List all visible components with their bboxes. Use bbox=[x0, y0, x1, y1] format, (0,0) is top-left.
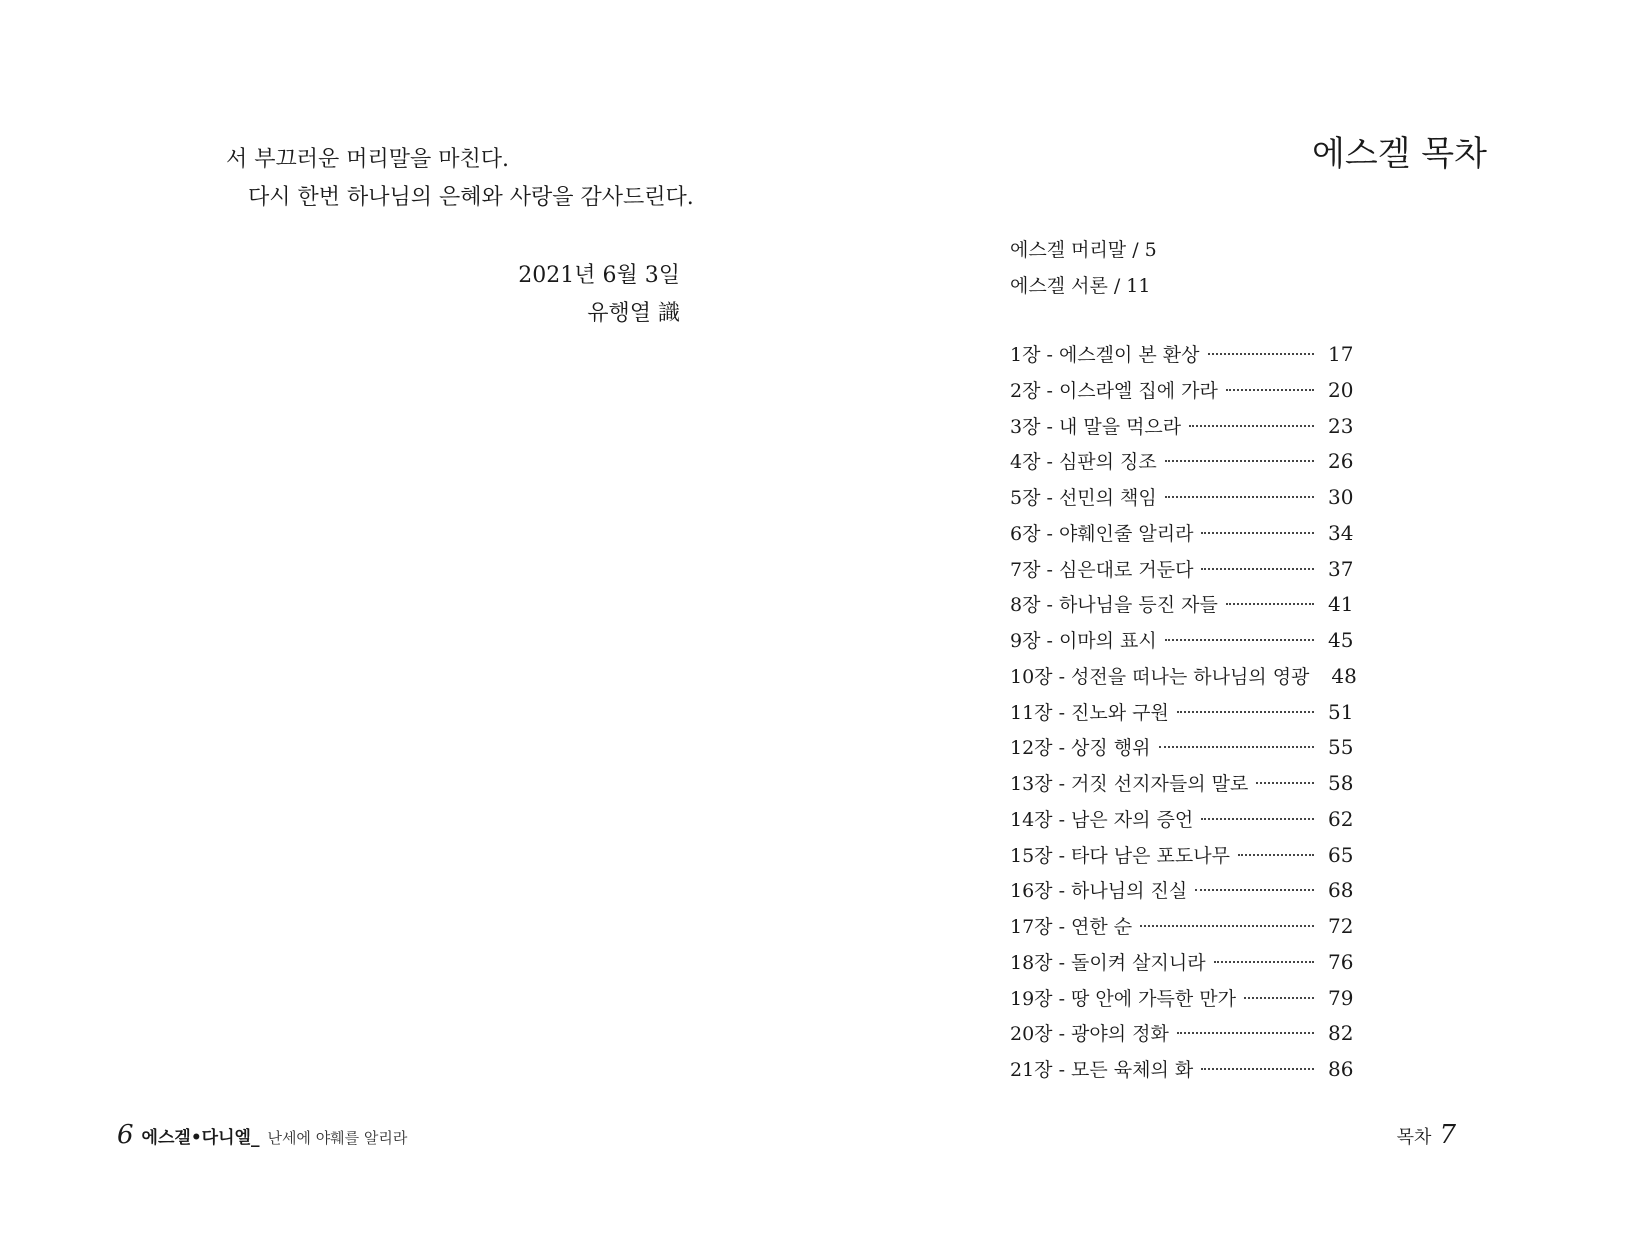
front-matter-item: 에스겔 머리말 / 5 bbox=[1010, 239, 1157, 261]
toc-dot-leader bbox=[1244, 997, 1314, 999]
toc-entry-page: 72 bbox=[1328, 914, 1354, 938]
toc-entry bbox=[1010, 841, 1360, 877]
toc-entry-label: 21장 - 모든 육체의 화 bbox=[1010, 1059, 1194, 1081]
toc-entry-page: 30 bbox=[1328, 485, 1354, 509]
toc-entry-label: 12장 - 상징 행위 bbox=[1010, 737, 1151, 760]
toc-dot-leader bbox=[1201, 568, 1314, 570]
toc-entry bbox=[1010, 1019, 1360, 1055]
toc-entry bbox=[1010, 1055, 1360, 1091]
toc-title: 에스겔 목차 bbox=[1311, 134, 1487, 174]
toc-entry-page: 79 bbox=[1328, 985, 1354, 1010]
toc-entry-page: 37 bbox=[1328, 556, 1354, 581]
toc-entry-page: 17 bbox=[1328, 342, 1354, 366]
toc-entry bbox=[1010, 447, 1360, 483]
front-matter-list bbox=[1010, 232, 1157, 304]
toc-entry bbox=[1010, 626, 1360, 662]
toc-entry-page: 20 bbox=[1328, 377, 1354, 402]
toc-entry-label: 5장 - 선민의 책임 bbox=[1010, 487, 1157, 509]
toc-entry bbox=[1010, 590, 1360, 626]
toc-entry bbox=[1010, 769, 1360, 805]
toc-entry bbox=[1010, 948, 1360, 984]
toc-entry-label: 18장 - 돌이켜 살지니라 bbox=[1010, 951, 1206, 974]
toc-entry-page: 82 bbox=[1328, 1021, 1354, 1046]
toc-entry-label: 8장 - 하나님을 등진 자들 bbox=[1010, 594, 1218, 617]
toc-entry bbox=[1010, 984, 1360, 1020]
toc-dot-leader bbox=[1165, 496, 1314, 498]
toc-dot-leader bbox=[1195, 889, 1314, 891]
left-page-number: 6 bbox=[117, 1120, 134, 1150]
right-page-number: 7 bbox=[1439, 1120, 1456, 1150]
toc-dot-leader bbox=[1256, 782, 1314, 784]
toc-entry bbox=[1010, 805, 1360, 841]
toc-entry-page: 62 bbox=[1328, 806, 1354, 831]
left-page-footer bbox=[117, 1120, 407, 1150]
toc-entry-label: 6장 - 야훼인줄 알리라 bbox=[1010, 522, 1194, 545]
toc-entry-label: 7장 - 심은대로 거둔다 bbox=[1010, 558, 1194, 581]
toc-entry bbox=[1010, 412, 1360, 448]
toc-dot-leader bbox=[1226, 603, 1314, 605]
toc-list bbox=[1010, 340, 1360, 1091]
preface-date: 2021년 6월 3일 bbox=[518, 263, 680, 288]
toc-entry bbox=[1010, 698, 1360, 734]
toc-dot-leader bbox=[1189, 425, 1314, 427]
front-matter-item: 에스겔 서론 / 11 bbox=[1010, 275, 1151, 297]
toc-dot-leader bbox=[1165, 460, 1314, 462]
right-page bbox=[826, 0, 1652, 1247]
toc-dot-leader bbox=[1177, 1032, 1314, 1034]
toc-dot-leader bbox=[1201, 818, 1314, 820]
toc-entry-page: 65 bbox=[1328, 842, 1354, 867]
author-signature: 유행열 識 bbox=[587, 301, 680, 326]
toc-entry-label: 2장 - 이스라엘 집에 가라 bbox=[1010, 379, 1218, 402]
running-book-subtitle: 난세에 야훼를 알리라 bbox=[267, 1129, 408, 1147]
toc-entry-label: 1장 - 에스겔이 본 환상 bbox=[1010, 344, 1200, 366]
toc-dot-leader bbox=[1226, 389, 1314, 391]
toc-entry-label: 4장 - 심판의 징조 bbox=[1010, 451, 1157, 474]
toc-entry-page: 55 bbox=[1328, 735, 1354, 760]
toc-entry-label: 16장 - 하나님의 진실 bbox=[1010, 880, 1188, 903]
toc-entry-label: 13장 - 거짓 선지자들의 말로 bbox=[1010, 773, 1249, 795]
toc-entry-page: 26 bbox=[1328, 449, 1354, 474]
toc-entry-page: 51 bbox=[1328, 699, 1354, 724]
running-section-name: 목차 bbox=[1396, 1127, 1432, 1148]
toc-entry-label: 20장 - 광야의 정화 bbox=[1010, 1023, 1169, 1046]
toc-entry-label: 3장 - 내 말을 먹으라 bbox=[1010, 415, 1182, 438]
toc-dot-leader bbox=[1177, 711, 1314, 713]
toc-entry bbox=[1010, 519, 1360, 555]
running-book-title: 에스겔•다니엘_ bbox=[141, 1128, 260, 1148]
toc-entry-page: 45 bbox=[1328, 628, 1354, 652]
toc-entry-page: 76 bbox=[1328, 949, 1354, 974]
toc-dot-leader bbox=[1159, 746, 1315, 748]
toc-entry-page: 48 bbox=[1331, 663, 1357, 688]
toc-entry bbox=[1010, 555, 1360, 591]
toc-dot-leader bbox=[1238, 854, 1314, 856]
toc-entry-page: 34 bbox=[1328, 520, 1354, 545]
toc-entry bbox=[1010, 733, 1360, 769]
paragraph-line-2: 다시 한번 하나님의 은혜와 사랑을 감사드린다. bbox=[248, 185, 694, 210]
right-page-footer bbox=[1397, 1120, 1456, 1150]
toc-entry bbox=[1010, 912, 1360, 948]
toc-entry bbox=[1010, 376, 1360, 412]
toc-dot-leader bbox=[1140, 925, 1314, 927]
toc-entry bbox=[1010, 876, 1360, 912]
toc-entry bbox=[1010, 340, 1360, 376]
toc-dot-leader bbox=[1201, 532, 1314, 534]
toc-dot-leader bbox=[1214, 961, 1314, 963]
toc-entry-label: 11장 - 진노와 구원 bbox=[1010, 701, 1169, 724]
toc-entry-page: 41 bbox=[1328, 592, 1354, 617]
toc-entry-label: 14장 - 남은 자의 증언 bbox=[1010, 808, 1194, 831]
toc-entry bbox=[1010, 483, 1360, 519]
toc-entry-label: 17장 - 연한 순 bbox=[1010, 916, 1133, 938]
toc-entry-label: 10장 - 성전을 떠나는 하나님의 영광 bbox=[1010, 665, 1310, 688]
toc-entry-page: 68 bbox=[1328, 878, 1354, 903]
toc-entry-page: 86 bbox=[1328, 1057, 1354, 1081]
toc-entry-page: 23 bbox=[1328, 413, 1354, 438]
paragraph-line-1: 서 부끄러운 머리말을 마친다. bbox=[226, 147, 509, 172]
toc-entry-label: 15장 - 타다 남은 포도나무 bbox=[1010, 844, 1230, 867]
toc-entry-page: 58 bbox=[1328, 771, 1354, 795]
toc-entry-label: 9장 - 이마의 표시 bbox=[1010, 630, 1157, 652]
toc-dot-leader bbox=[1201, 1068, 1314, 1070]
toc-dot-leader bbox=[1208, 353, 1315, 355]
toc-entry bbox=[1010, 662, 1360, 698]
toc-entry-label: 19장 - 땅 안에 가득한 만가 bbox=[1010, 987, 1236, 1010]
toc-dot-leader bbox=[1165, 639, 1314, 641]
